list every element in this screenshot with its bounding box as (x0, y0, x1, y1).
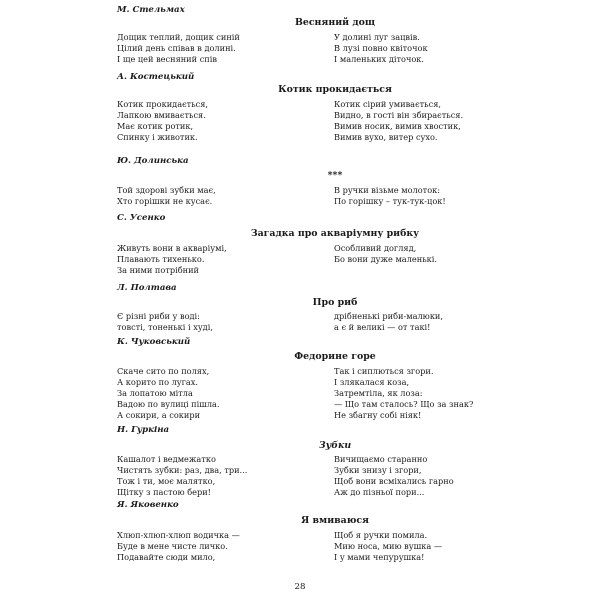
poem-author: М. Стельмах (117, 5, 185, 15)
poem-line: Особливий догляд, (334, 243, 417, 253)
poem-line: У долині луг зацвів. (334, 32, 420, 42)
poem-line: Котик сірий умивається, (334, 99, 441, 109)
page-number: 28 (294, 582, 306, 592)
poem-line: По горішку – тук-тук-цок! (334, 196, 446, 206)
poem-title: Весняний дощ (294, 17, 376, 28)
poem-line: Кашалот і ведмежатко (117, 454, 216, 464)
poem-line: Затремтіла, як лоза: (334, 388, 423, 398)
poem-line: Спинку і животик. (117, 132, 198, 142)
poem-line: Хто горішки не кусає. (117, 196, 213, 206)
poem-title: Федорине горе (294, 351, 376, 362)
poem-line: А корито по лугах. (117, 377, 199, 387)
poem-line: Є різні риби у воді: (117, 311, 200, 321)
poem-line: Котик прокидається, (117, 99, 209, 109)
poem-line: Щоб я ручки помила. (334, 530, 428, 540)
poem-line: Мию носа, мию вушка — (334, 541, 443, 551)
poem-right-column (334, 366, 473, 421)
poem-line: Живуть вони в акваріумі, (117, 243, 227, 253)
poem-line: І маленьких діточок. (334, 54, 425, 64)
poem-line: За лопатою мітла (117, 388, 193, 398)
poem-line: Так і сиплються згори. (334, 366, 434, 376)
poem-line: Цілий день співав в долині. (117, 43, 236, 53)
poem-line: Плавають тихенько. (117, 254, 205, 264)
poem-author: К. Чуковський (117, 337, 191, 347)
poem-author: А. Костецький (117, 72, 195, 82)
poem-right-column (334, 32, 428, 65)
poem-right-column (334, 311, 443, 333)
poem-left-column (117, 243, 227, 276)
poem-line: Щоб вони всміхались гарно (334, 476, 454, 486)
poem-line: — Що там сталось? Що за знак? (334, 399, 474, 409)
poem-line: Вимив носик, вимив хвостик, (334, 121, 461, 131)
poem-line: І злякалася коза, (334, 377, 410, 387)
poem-author: Н. Гуркіна (117, 425, 170, 435)
poem-right-column (334, 454, 454, 498)
poem-line: І у мами чепурушка! (334, 552, 425, 562)
poem-title: Котик прокидається (278, 84, 392, 95)
poem-author: С. Усенко (117, 213, 166, 223)
poem-left-column (117, 530, 240, 563)
poem-title: Я вмиваюся (301, 515, 369, 526)
poem-author: Ю. Долинська (117, 156, 189, 166)
poem-right-column (334, 243, 437, 265)
poem-line: Бо вони дуже маленькі. (334, 254, 437, 264)
poem-left-column (117, 366, 220, 421)
poem-line: товсті, тоненькі і худі, (117, 322, 213, 332)
poem-line: Аж до пізньої пори... (334, 487, 425, 497)
poem-line: Дощик теплий, дощик синій (117, 32, 240, 42)
poem-left-column (117, 311, 213, 333)
poem-line: Тож і ти, моє малятко, (117, 476, 216, 486)
poem-line: Вадою по вулиці пішла. (117, 399, 220, 409)
poem-author: Я. Яковенко (117, 500, 179, 510)
poem-left-column (117, 185, 216, 207)
poem-left-column (117, 99, 208, 143)
poem-line: а є й великі — от такі! (334, 322, 431, 332)
poem-line: Подавайте сюди мило, (117, 552, 216, 562)
poem-line: Видно, в гості він збирається. (334, 110, 464, 120)
poem-line: А сокири, а сокири (117, 410, 201, 420)
poem-line: Той здорові зубки має, (117, 185, 216, 195)
poem-line: Зубки знизу і згори, (334, 465, 422, 475)
poem-title: Зубки (318, 440, 352, 451)
poem-line: Хлюп-хлюп-хлюп водичка — (117, 530, 240, 540)
poem-line: В ручки візьме молоток: (334, 185, 440, 195)
poem-line: Буде в мене чисте личко. (117, 541, 228, 551)
poem-left-column (117, 32, 240, 65)
poem-line: Скаче сито по полях, (117, 366, 210, 376)
poem-line: Не збагну собі ніяк! (334, 410, 422, 420)
poem-title: Загадка про акваріумну рибку (250, 228, 420, 239)
poem-right-column (334, 185, 446, 207)
poem-line: Щітку з пастою бери! (117, 487, 211, 497)
poem-line: За ними потрібний (117, 265, 200, 275)
poem-line: В лузі повно квіточок (334, 43, 428, 53)
poem-title: *** (327, 170, 343, 181)
poem-line: Має котик ротик, (117, 121, 194, 131)
poem-left-column (117, 454, 247, 498)
poem-line: Вичищаємо старанно (334, 454, 428, 464)
poem-right-column (334, 530, 442, 563)
poem-line: дрібненькі риби-малюки, (334, 311, 443, 321)
poem-title: Про риб (312, 297, 358, 308)
poem-author: Л. Полтава (117, 283, 177, 293)
poem-line: Лапкою вмивається. (117, 110, 206, 120)
poem-line: Чистять зубки: раз, два, три... (117, 465, 248, 475)
poem-line: Вимив вухо, витер сухо. (334, 132, 438, 142)
poem-line: І ще цей весняний спів (117, 54, 217, 64)
poem-right-column (334, 99, 463, 143)
